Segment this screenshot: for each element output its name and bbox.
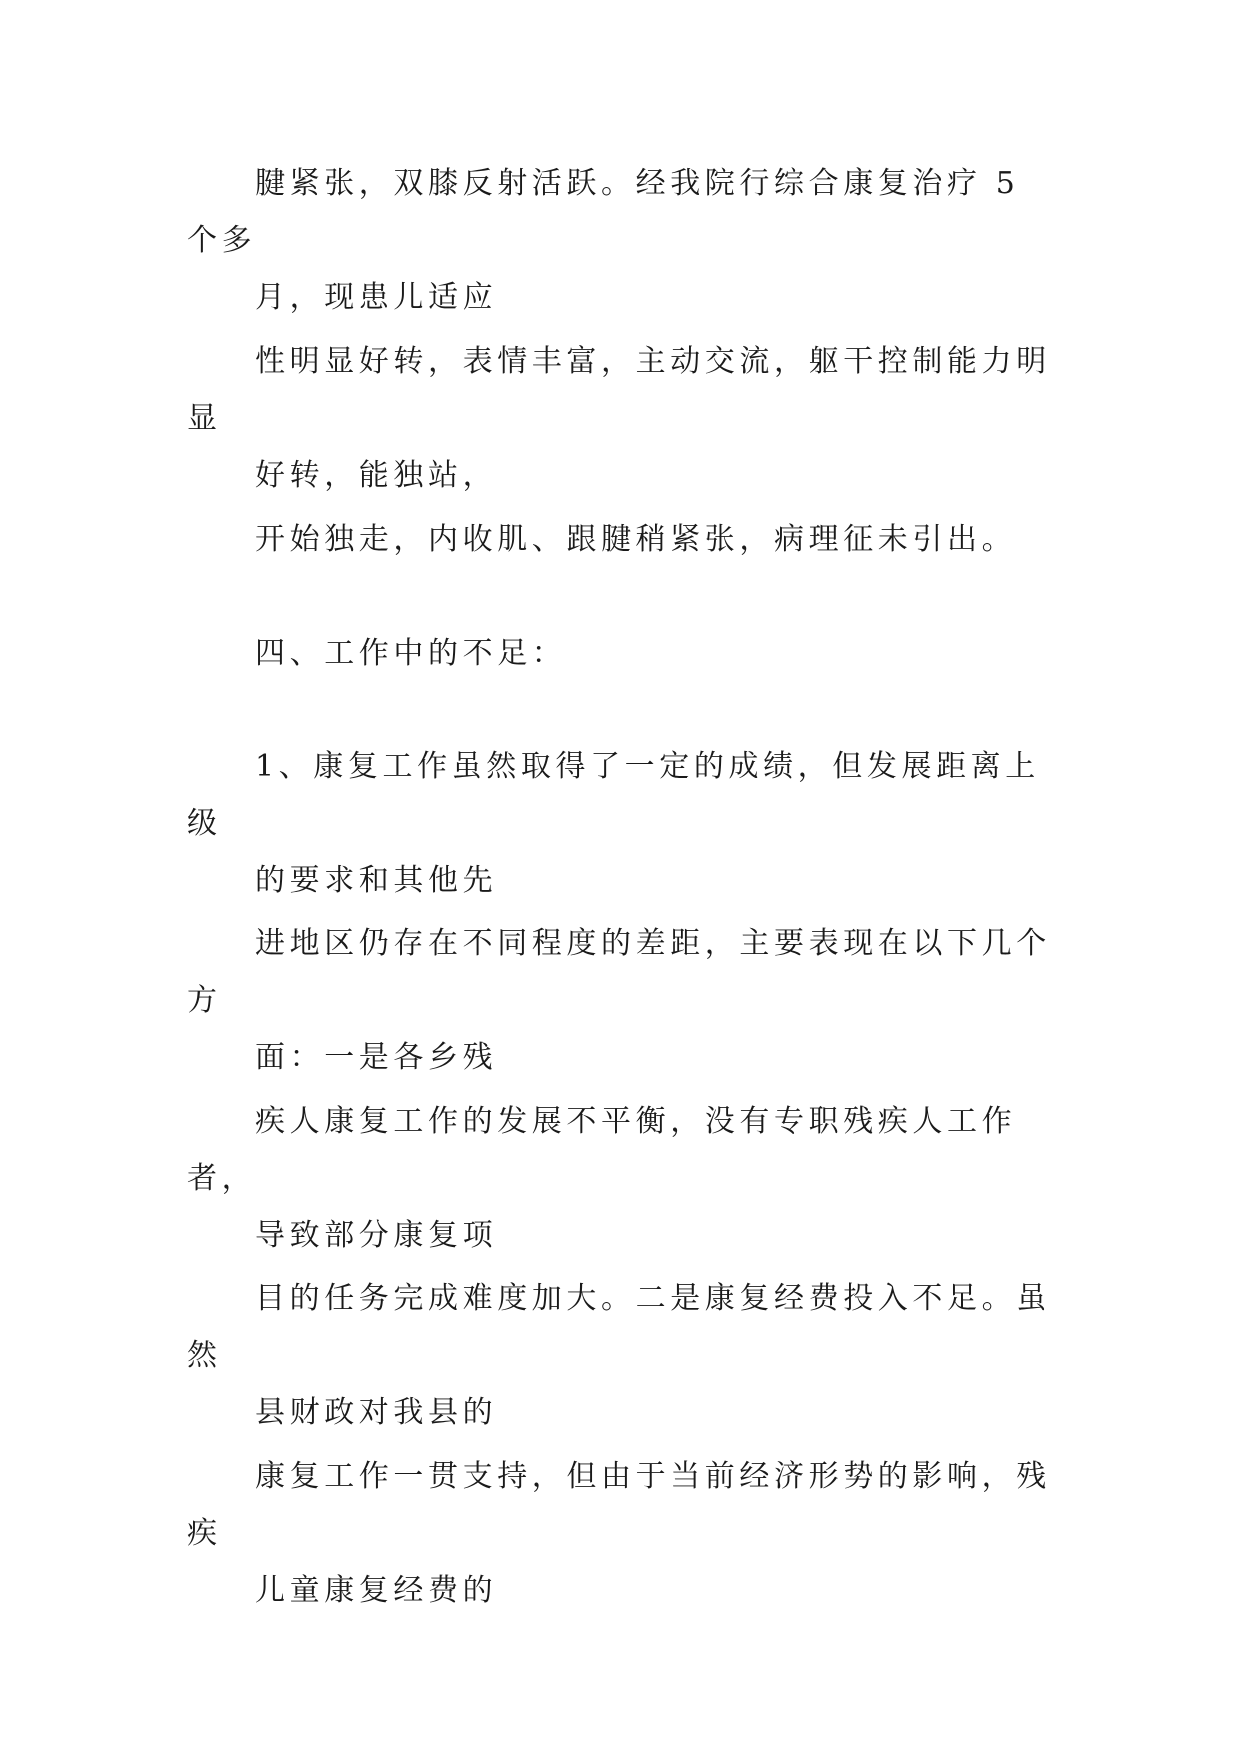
section-heading-text: 四、工作中的不足： — [255, 636, 567, 671]
paragraph — [187, 155, 1057, 326]
paragraph-line: 面：一是各乡残 — [255, 1040, 498, 1075]
paragraph-line: 的要求和其他先 — [255, 863, 498, 898]
paragraph — [187, 738, 1057, 909]
paragraph-line: 腱紧张，双膝反射活跃。经我院行综合康复治疗 5 个多 — [187, 166, 1020, 258]
paragraph — [187, 1270, 1057, 1441]
paragraph-line: 县财政对我县的 — [255, 1395, 498, 1430]
paragraph-line: 康复工作一贯支持，但由于当前经济形势的影响，残疾 — [187, 1459, 1051, 1551]
paragraph-line: 疾人康复工作的发展不平衡，没有专职残疾人工作者， — [187, 1104, 1017, 1196]
paragraph-line: 开始独走，内收肌、跟腱稍紧张，病理征未引出。 — [255, 522, 1017, 557]
paragraph-line: 月，现患儿适应 — [255, 280, 498, 315]
paragraph-line: 进地区仍存在不同程度的差距，主要表现在以下几个方 — [187, 926, 1051, 1018]
paragraph — [187, 511, 1057, 568]
paragraph — [187, 1448, 1057, 1619]
paragraph-line: 性明显好转，表情丰富，主动交流，躯干控制能力明显 — [187, 344, 1051, 436]
paragraph-line: 1、康复工作虽然取得了一定的成绩，但发展距离上级 — [187, 749, 1040, 841]
paragraph-line: 好转，能独站， — [255, 458, 498, 493]
section-heading — [187, 625, 1057, 682]
paragraph — [187, 1093, 1057, 1264]
paragraph-line: 导致部分康复项 — [255, 1218, 498, 1253]
paragraph — [187, 333, 1057, 504]
paragraph-line: 儿童康复经费的 — [255, 1573, 498, 1608]
paragraph-line: 目的任务完成难度加大。二是康复经费投入不足。虽然 — [187, 1281, 1051, 1373]
paragraph — [187, 915, 1057, 1086]
